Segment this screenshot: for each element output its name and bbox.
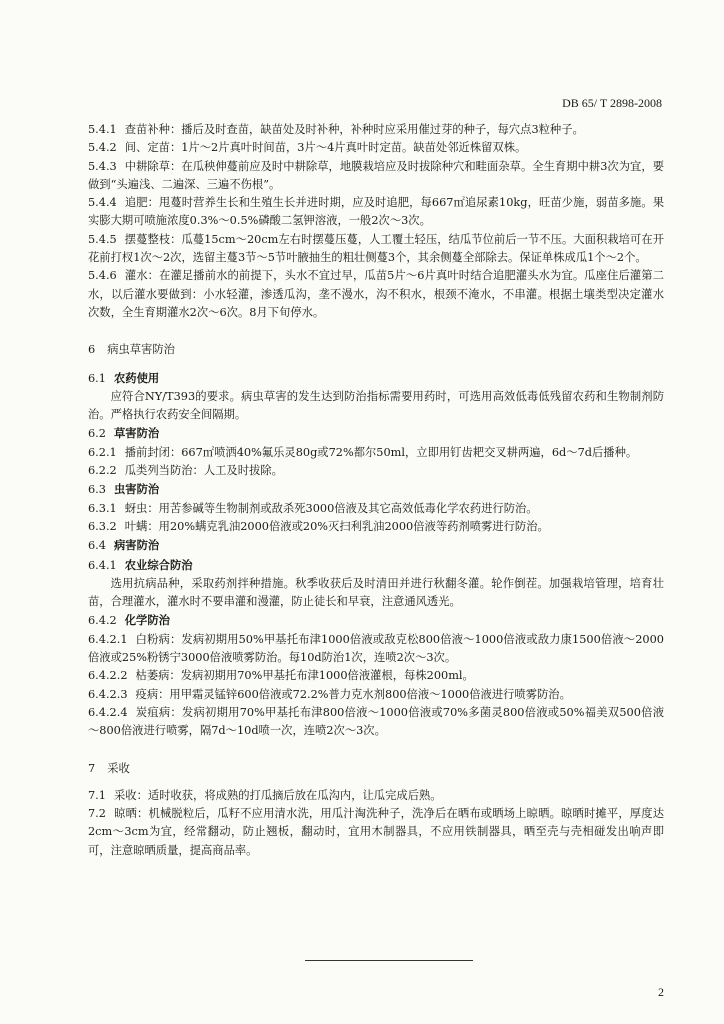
clause-paragraph xyxy=(88,686,664,704)
clause-number: 7 xyxy=(88,761,96,775)
clause-heading xyxy=(88,536,664,555)
clause-paragraph xyxy=(88,787,664,805)
clause-title: 农药使用 xyxy=(113,370,160,385)
clause-number: 6.1 xyxy=(88,371,106,385)
clause-text: 间、定苗：1片～2片真叶时间苗，3片～4片真叶时定苗。缺苗处邻近株留双株。 xyxy=(124,141,527,155)
clause-text: 叶螨：用20%螨克乳油2000倍液或20%灭扫利乳油2000倍液等药剂喷雾进行防治。 xyxy=(124,519,549,533)
document-body xyxy=(88,121,664,860)
clause-number: 6.2.1 xyxy=(88,445,117,459)
clause-number: 6.2.2 xyxy=(88,464,117,478)
clause-paragraph xyxy=(88,139,664,157)
clause-number: 6.4.2.3 xyxy=(88,687,128,701)
clause-paragraph xyxy=(88,231,664,268)
clause-number: 6.3 xyxy=(88,483,106,497)
section-heading xyxy=(88,760,664,778)
clause-text: 选用抗病品种，采取药剂拌种措施。秋季收获后及时清田并进行秋翻冬灌。轮作倒茬。加强栽培管理，培育壮苗，合理灌水，灌水时不要串灌和漫灌，防止徒长和早衰，注意通风透光。 xyxy=(88,576,664,609)
clause-title: 草害防治 xyxy=(113,426,160,441)
clause-paragraph xyxy=(88,631,664,668)
clause-text: 查苗补种：播后及时查苗，缺苗处及时补种，补种时应采用催过芽的种子，每穴点3粒种子。 xyxy=(124,123,584,136)
clause-paragraph xyxy=(88,518,664,536)
clause-title: 农业综合防治 xyxy=(124,557,193,572)
clause-paragraph xyxy=(88,158,664,195)
clause-title: 虫害防治 xyxy=(113,482,160,497)
clause-paragraph xyxy=(88,805,664,860)
clause-paragraph xyxy=(88,444,664,462)
clause-text: 应符合NY/T393的要求。病虫草害的发生达到防治指标需要用药时，可选用高效低毒低残留农药和生物制剂防治。严格执行农药安全间隔期。 xyxy=(88,389,664,422)
clause-number: 6.4.2.2 xyxy=(88,669,128,683)
clause-number: 6.2 xyxy=(88,427,106,441)
section-spacer xyxy=(88,741,664,750)
section-spacer xyxy=(88,360,664,369)
clause-number: 5.4.3 xyxy=(88,159,117,173)
clause-heading xyxy=(88,369,664,388)
section-spacer xyxy=(88,778,664,787)
clause-number: 6.3.1 xyxy=(88,501,117,515)
clause-number: 6.3.2 xyxy=(88,519,117,533)
clause-text: 摆蔓整枝：瓜蔓15cm～20cm左右时摆蔓压蔓，人工覆土轻压，结瓜节位前后一节不压。大面积栽培可在开花前打杈1次～2次，选留主蔓3节～5节叶腋抽生的粗壮侧蔓3个，其余侧蔓全部除去。保证单株成瓜1个～2个。 xyxy=(88,232,664,265)
clause-heading xyxy=(88,556,664,575)
clause-paragraph xyxy=(88,500,664,518)
document-code: DB 65/ T 2898-2008 xyxy=(562,96,662,110)
clause-text: 采收：适时收获，将成熟的打瓜摘后放在瓜沟内，让瓜完成后熟。 xyxy=(113,788,442,802)
clause-text: 追肥：甩蔓时营养生长和生殖生长并进时期，应及时追肥，每667㎡追尿素10kg，旺苗少施，弱苗多施。果实膨大期可喷施浓度0.3%～0.5%磷酸二氢钾溶液，一般2次～3次。 xyxy=(88,196,664,228)
page-number: 2 xyxy=(658,985,664,999)
clause-text: 播前封闭：667㎡喷洒40%氟乐灵80g或72%都尔50ml，立即用钉齿耙交叉耕两遍，6d～7d后播种。 xyxy=(124,445,638,459)
clause-text: 枯萎病：发病初期用70%甲基托布津1000倍液灌根，每株200ml。 xyxy=(135,669,474,683)
section-heading xyxy=(88,341,664,359)
clause-text: 炭疽病：发病初期用70%甲基托布津800倍液～1000倍液或70%多菌灵800倍液或50%福美双500倍液～800倍液进行喷雾，隔7d～10d喷一次，连喷2次～3次。 xyxy=(88,705,664,738)
clause-paragraph xyxy=(88,388,664,425)
clause-text: 白粉病：发病初期用50%甲基托布津1000倍液或敌克松800倍液～1000倍液或敌力康1500倍液～2000倍液或25%粉锈宁3000倍液喷雾防治。每10d防治1次，连喷2次～3次。 xyxy=(88,632,664,665)
clause-title: 病害防治 xyxy=(113,538,160,553)
clause-paragraph xyxy=(88,575,664,612)
clause-number: 5.4.4 xyxy=(88,196,117,210)
clause-heading xyxy=(88,611,664,630)
clause-number: 7.2 xyxy=(88,807,106,821)
clause-number: 5.4.5 xyxy=(88,232,117,246)
clause-paragraph xyxy=(88,267,664,322)
clause-heading xyxy=(88,424,664,443)
clause-number: 7.1 xyxy=(88,788,106,802)
clause-number: 6.4 xyxy=(88,539,106,553)
clause-text: 晾晒：机械脱粒后，瓜籽不应用清水洗，用瓜汁淘洗种子，洗净后在晒布或晒场上晾晒。晾晒时摊平，厚度达2cm～3cm为宜，经常翻动，防止翘板，翻动时，宜用木制器具，不应用铁制器具，晒至壳与壳相碰发出响声即可，注意晾晒质量，提高商品率。 xyxy=(88,807,664,857)
clause-number: 5.4.2 xyxy=(88,141,117,155)
clause-text: 采收 xyxy=(107,761,130,775)
clause-text: 瓜类列当防治：人工及时拔除。 xyxy=(124,464,283,478)
clause-paragraph xyxy=(88,121,664,139)
section-spacer xyxy=(88,322,664,331)
clause-number: 6.4.2 xyxy=(88,614,117,628)
clause-number: 5.4.6 xyxy=(88,269,117,283)
clause-number: 6 xyxy=(88,343,96,357)
clause-text: 疫病：用甲霜灵锰锌600倍液或72.2%普力克水剂800倍液～1000倍液进行喷雾防治。 xyxy=(135,687,571,701)
clause-number: 6.4.1 xyxy=(88,558,117,572)
clause-paragraph xyxy=(88,667,664,685)
clause-text: 灌水：在灌足播前水的前提下，头水不宜过早，瓜苗5片～6片真叶时结合追肥灌头水为宜。瓜座住后灌第二水，以后灌水要做到：小水轻灌，渗透瓜沟，垄不漫水，沟不积水，根颈不淹水，不串灌。根据土壤类型决定灌水次数，全生育期灌水2次～6次。8月下旬停水。 xyxy=(88,269,664,319)
clause-paragraph xyxy=(88,462,664,480)
clause-title: 化学防治 xyxy=(124,613,170,628)
footer-rule xyxy=(305,960,473,961)
clause-paragraph xyxy=(88,704,664,741)
clause-text: 病虫草害防治 xyxy=(107,343,175,357)
clause-number: 5.4.1 xyxy=(88,123,117,136)
clause-paragraph xyxy=(88,194,664,231)
clause-text: 蚜虫：用苦参碱等生物制剂或敌杀死3000倍液及其它高效低毒化学农药进行防治。 xyxy=(124,501,538,515)
clause-text: 中耕除草：在瓜秧伸蔓前应及时中耕除草，地膜栽培应及时拔除种穴和畦面杂草。全生育期中耕3次为宜，要做到“头遍浅、二遍深、三遍不伤根”。 xyxy=(88,159,664,191)
clause-number: 6.4.2.4 xyxy=(88,705,128,719)
clause-heading xyxy=(88,480,664,499)
clause-number: 6.4.2.1 xyxy=(88,632,128,646)
